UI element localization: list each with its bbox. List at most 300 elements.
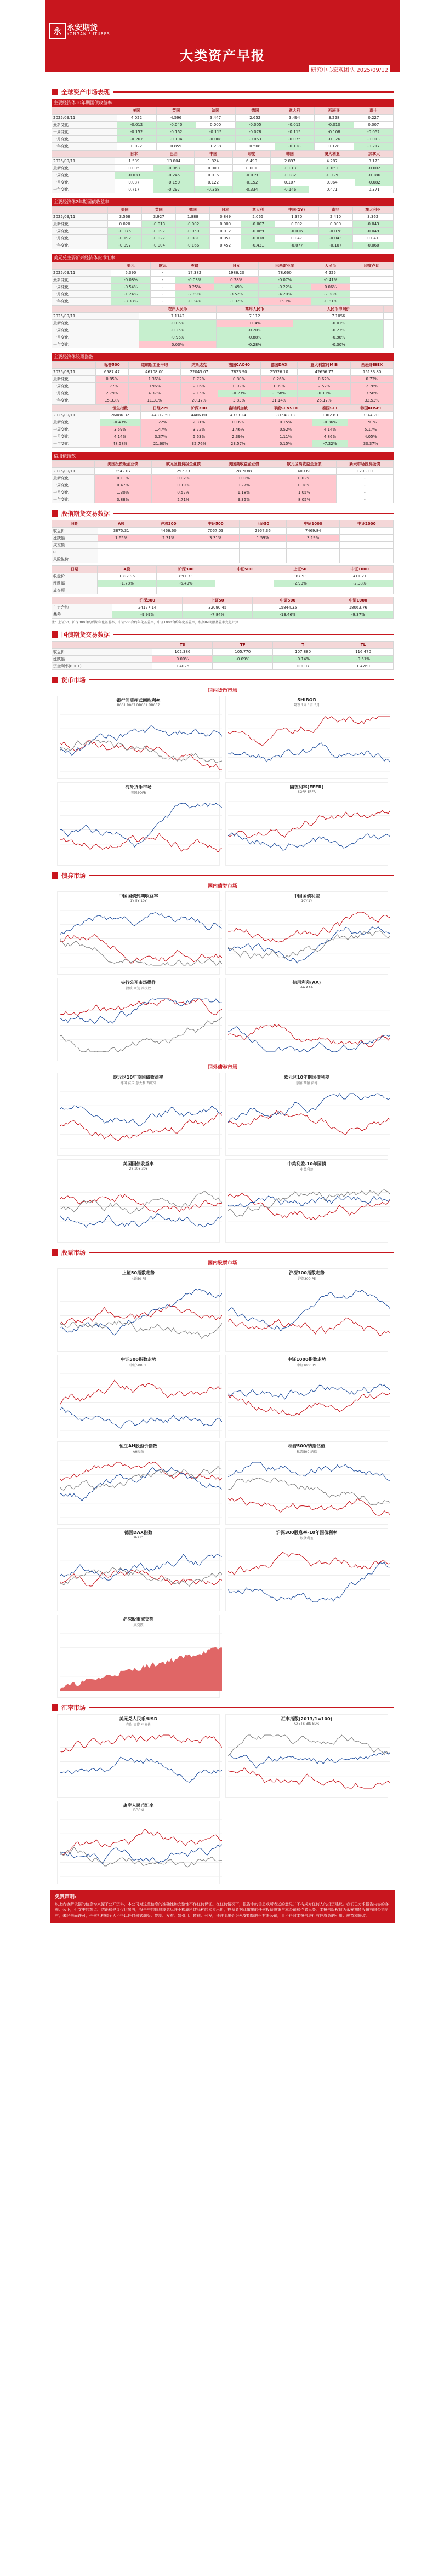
- table-header-cell: [52, 642, 152, 649]
- table-bar: 主要经济体10年期国债收益率: [52, 99, 394, 107]
- table-header-cell: 欧元区高收益企业债: [272, 461, 336, 468]
- row-label: 一周变化: [52, 129, 117, 136]
- table-cell: 5.390: [111, 270, 150, 277]
- table-cell: 0.064: [309, 179, 355, 186]
- table-header-cell: 上证50: [274, 566, 326, 573]
- row-label: 一月变化: [52, 334, 139, 341]
- row-label: 一月变化: [52, 390, 96, 397]
- table-header-cell: 中证2000: [340, 520, 394, 528]
- table-cell: [340, 556, 394, 563]
- table-row: [52, 573, 394, 580]
- table-cell: [157, 587, 215, 594]
- table-cell: [350, 291, 394, 298]
- chart-sse50: [57, 1268, 220, 1352]
- row-label: 一年变化: [52, 341, 139, 348]
- table-cell: -0.81%: [311, 298, 350, 305]
- chart-legend: 标普500 纳指: [296, 1450, 317, 1454]
- table-cell: 0.00%: [152, 656, 213, 663]
- table-row: [52, 298, 394, 305]
- table-row: [52, 376, 394, 383]
- chart-title: 银行间质押式回购利率: [116, 698, 161, 703]
- chart-title: 标普500/纳指估值: [288, 1444, 326, 1449]
- table-cell: -0.081: [176, 235, 210, 242]
- table-row: [52, 496, 394, 503]
- table-cell: -0.077: [275, 242, 318, 249]
- table-row: [52, 214, 394, 221]
- treasury-table: [52, 641, 394, 670]
- stock-index-table: [52, 361, 394, 404]
- table-cell: -0.052: [354, 129, 393, 136]
- table-cell: 3542.07: [94, 468, 151, 475]
- table-cell: -4.20%: [259, 291, 311, 298]
- disclaimer-title: 免责声明:: [55, 1894, 77, 1900]
- table-cell: 1.238: [196, 143, 235, 150]
- table-header-cell: 美国: [108, 207, 142, 214]
- series-line: [60, 740, 222, 763]
- table-cell: -: [150, 298, 175, 305]
- table-cell: [286, 556, 340, 563]
- chart-legend: AH溢价: [133, 1450, 144, 1454]
- table-cell: -7.84%: [183, 611, 253, 619]
- row-label: 一月变化: [52, 179, 115, 186]
- chart-ah-premium: [57, 1441, 220, 1525]
- table-cell: 0.001: [232, 165, 271, 172]
- fx-table: [52, 262, 394, 305]
- table-cell: 387.93: [274, 573, 326, 580]
- row-label: 资金利率(R001): [52, 663, 152, 670]
- table-header-cell: 巴西: [153, 151, 194, 158]
- table-header-cell: T: [273, 642, 333, 649]
- table-cell: 1.589: [115, 158, 153, 165]
- chart-eu-yield: [57, 1073, 220, 1156]
- table-cell: -0.043: [318, 235, 352, 242]
- chart-legend: USDCNH: [131, 1808, 146, 1812]
- table-row: [52, 284, 394, 291]
- table-cell: 0.52%: [259, 426, 312, 433]
- report-title: 大类资产早报: [180, 48, 265, 64]
- chart-legend: 意德 西德 法德: [295, 1081, 318, 1085]
- table-header-cell: 印度卢比: [350, 262, 394, 270]
- table-cell: -1.32%: [214, 298, 259, 305]
- chart-legend: 上证50 PE: [130, 1277, 146, 1281]
- table-cell: [98, 542, 145, 549]
- table-header-cell: 沪深300: [181, 405, 217, 412]
- table-header-cell: 德国: [235, 107, 275, 115]
- table-cell: 0.016: [194, 172, 232, 179]
- table-row: [52, 313, 394, 320]
- table-cell: -: [150, 277, 175, 284]
- table-header-cell: 上证50: [239, 520, 286, 528]
- series-area: [60, 1647, 222, 1691]
- row-label: 风险溢价: [52, 556, 98, 563]
- table-cell: -3.33%: [111, 298, 150, 305]
- chart-title: 海外货币市场: [125, 785, 152, 789]
- table-header-cell: 美国: [117, 107, 156, 115]
- series-line: [60, 1845, 222, 1864]
- table-header-cell: 中证500: [215, 566, 274, 573]
- table-header-cell: 英镑: [175, 262, 214, 270]
- table-cell: 32090.45: [183, 604, 253, 611]
- table-cell: -0.146: [271, 186, 309, 193]
- table-cell: -0.334: [232, 186, 271, 193]
- logo-en: YONGAN FUTURES: [67, 32, 110, 36]
- table-cell: 3.927: [142, 214, 176, 221]
- chart-eu-spread: [225, 1073, 388, 1156]
- table-cell: -0.013: [142, 221, 176, 228]
- table-cell: 1.77%: [95, 383, 128, 390]
- table-cell: 897.33: [157, 573, 215, 580]
- table-cell: 3.228: [314, 115, 354, 122]
- section-global-assets: [52, 88, 394, 503]
- table-cell: 2.31%: [145, 535, 192, 542]
- table-header-cell: 韩国KOSPI: [348, 405, 394, 412]
- table-cell: -0.54%: [111, 284, 150, 291]
- table-cell: 4466.60: [145, 528, 192, 535]
- table-cell: 0.000: [196, 122, 235, 129]
- table-cell: 18063.76: [323, 604, 393, 611]
- table-header-cell: 泰国SET: [312, 405, 348, 412]
- table-cell: -0.08%: [111, 277, 150, 284]
- table-cell: 0.002: [275, 221, 318, 228]
- series-line: [60, 1017, 222, 1052]
- table-header-cell: 法国CAC40: [218, 362, 260, 369]
- table-cell: 0.57%: [151, 489, 215, 496]
- table-cell: -0.30%: [293, 341, 384, 348]
- table-cell: -0.012: [275, 122, 314, 129]
- table-cell: 7057.03: [192, 528, 239, 535]
- chart-plot: [60, 1373, 222, 1431]
- table-row: [52, 165, 394, 172]
- table-cell: [350, 277, 394, 284]
- table-cell: 1.18%: [215, 489, 272, 496]
- credit-table: [52, 460, 394, 503]
- table-cell: 26086.32: [100, 412, 140, 419]
- table-header-cell: 西班牙IBEX: [351, 362, 394, 369]
- table-row: [52, 556, 394, 563]
- table-header-cell: 美国高收益企业债: [215, 461, 272, 468]
- table-row: [52, 475, 394, 482]
- table-cell: [192, 549, 239, 556]
- table-row: [52, 611, 394, 619]
- table-cell: 1.4760: [333, 663, 394, 670]
- table-header-cell: 日本: [115, 151, 153, 158]
- subsection-title: 国内债券市场: [207, 884, 237, 889]
- table-cell: 3.58%: [351, 390, 394, 397]
- table-cell: -0.297: [153, 186, 194, 193]
- chart-usdcnh: [57, 1801, 220, 1884]
- chart-plot: [60, 801, 222, 858]
- table-cell: -1.49%: [214, 284, 259, 291]
- table-cell: -0.20%: [216, 327, 293, 334]
- table-cell: [384, 327, 394, 334]
- table-row: [52, 482, 394, 489]
- section-bond-market: [52, 871, 394, 1243]
- series-line: [228, 1752, 390, 1768]
- table-cell: -0.36%: [312, 419, 348, 426]
- chart-grid: [57, 1268, 388, 1698]
- table-row: [52, 327, 394, 334]
- chart-plot: [60, 1819, 222, 1877]
- series-line: [228, 1024, 390, 1047]
- series-line: [228, 717, 390, 746]
- table-cell: -: [336, 496, 393, 503]
- table-cell: -0.51%: [333, 656, 394, 663]
- divider: [89, 679, 394, 680]
- table-row: [52, 334, 394, 341]
- chart-title: SHIBOR: [297, 697, 316, 702]
- table-cell: -0.097: [108, 242, 142, 249]
- row-label: 一周变化: [52, 327, 139, 334]
- row-label: 最新变化: [52, 475, 95, 482]
- table-cell: 0.73%: [351, 376, 394, 383]
- table-cell: 0.02%: [272, 475, 336, 482]
- table-cell: -0.358: [194, 186, 232, 193]
- chart-csi500: [57, 1355, 220, 1438]
- table-cell: -0.88%: [216, 334, 293, 341]
- table-header-cell: 英国: [156, 107, 196, 115]
- table-cell: 5.63%: [181, 433, 217, 440]
- section-marker-icon: [52, 1249, 58, 1256]
- chart-legend: 德国 法国 意大利 西班牙: [120, 1081, 157, 1085]
- table-header-cell: 恒生指数: [100, 405, 140, 412]
- row-label: PE: [52, 549, 98, 556]
- row-label: 一月变化: [52, 235, 108, 242]
- table-cell: 3.88%: [94, 496, 151, 503]
- table-cell: 0.72%: [180, 376, 218, 383]
- table-cell: 0.02%: [151, 475, 215, 482]
- chart-plot: [60, 1287, 222, 1344]
- table-row: [52, 115, 394, 122]
- table-cell: 0.051: [210, 235, 241, 242]
- chart-title: 中证500指数走势: [121, 1357, 156, 1362]
- table-cell: 3.362: [352, 214, 393, 221]
- row-label: 一周变化: [52, 426, 100, 433]
- table-cell: 0.000: [318, 221, 352, 228]
- table-cell: 1.370: [275, 214, 318, 221]
- table-cell: -1.78%: [97, 580, 156, 587]
- table-row: [52, 383, 394, 390]
- series-line: [60, 1570, 222, 1586]
- table-cell: 1.888: [176, 214, 210, 221]
- table-cell: 0.80%: [218, 376, 260, 383]
- chart-plot: [228, 1287, 390, 1344]
- chart-title: 上证50指数走势: [122, 1270, 155, 1275]
- table-header-cell: 日经225: [140, 405, 181, 412]
- table-cell: -0.09%: [213, 656, 273, 663]
- chart-plot: [60, 1547, 222, 1604]
- table-bar: 信用债指数: [52, 452, 394, 460]
- table-cell: 8.05%: [272, 496, 336, 503]
- chart-us-valuation: [225, 1441, 388, 1525]
- table-cell: 4.14%: [100, 433, 140, 440]
- table-cell: -6.49%: [157, 580, 215, 587]
- series-line: [228, 1290, 390, 1331]
- row-label: 涨跌幅: [52, 580, 98, 587]
- table-cell: 0.26%: [260, 376, 298, 383]
- chart-legend: 2Y 10Y 30Y: [129, 1167, 148, 1171]
- table-cell: [97, 587, 156, 594]
- table-header-cell: 沪深300: [145, 520, 192, 528]
- table-row: [52, 179, 394, 186]
- row-label: 一周变化: [52, 482, 95, 489]
- table-header-cell: [52, 262, 111, 270]
- row-label: 2025/09/11: [52, 313, 139, 320]
- row-label: 一年变化: [52, 298, 111, 305]
- table-cell: -0.040: [156, 122, 196, 129]
- table-cell: 1.47%: [140, 426, 181, 433]
- table-cell: 2.652: [235, 115, 275, 122]
- series-line: [60, 1304, 222, 1325]
- table-cell: [215, 580, 274, 587]
- row-label: 一年变化: [52, 496, 95, 503]
- bond-yield-table-2: [52, 150, 394, 193]
- series-line: [60, 1380, 222, 1405]
- table-header-cell: 美元: [111, 262, 150, 270]
- table-cell: [215, 587, 274, 594]
- table-cell: 3.83%: [218, 397, 260, 404]
- table-cell: -0.03%: [175, 277, 214, 284]
- table-cell: -0.063: [235, 136, 275, 143]
- row-label: 收盘价: [52, 573, 98, 580]
- section-index-futures: [52, 509, 394, 625]
- series-line: [228, 1393, 390, 1416]
- chart-legend: SOFR EFFR: [298, 790, 316, 794]
- table-header-cell: 中证1000: [326, 566, 394, 573]
- table-cell: 3.447: [196, 115, 235, 122]
- section-stock-market: [52, 1248, 394, 1698]
- row-label: 成交额: [52, 542, 98, 549]
- divider: [113, 634, 394, 635]
- table-cell: -0.25%: [139, 327, 217, 334]
- chart-title: 沪深300股息率-10年国债利率: [276, 1530, 338, 1535]
- table-cell: 44372.50: [140, 412, 181, 419]
- table-cell: -0.018: [241, 235, 275, 242]
- chart-equity-bond-spread: [225, 1528, 388, 1611]
- series-line: [60, 726, 222, 756]
- table-cell: -0.192: [108, 235, 142, 242]
- logo-name: 永安期货: [67, 24, 98, 32]
- chart-title: 欧元区10年期国债利差: [283, 1075, 330, 1080]
- series-line: [228, 1027, 390, 1052]
- table-row: [52, 221, 394, 228]
- table-cell: [350, 298, 394, 305]
- table-header-cell: 上证50: [183, 597, 253, 604]
- table-cell: -0.075: [108, 228, 142, 235]
- chart-title: 美元兑人民币/USD: [119, 1716, 158, 1721]
- chart-title: 央行公开市场操作: [121, 980, 156, 985]
- table-header-cell: TF: [213, 642, 273, 649]
- chart-legend: 成交额: [133, 1623, 144, 1627]
- table-cell: -0.082: [271, 172, 309, 179]
- table-cell: 0.452: [210, 242, 241, 249]
- series-line: [60, 803, 222, 847]
- table-cell: 0.128: [314, 143, 354, 150]
- table-cell: -0.22%: [259, 284, 311, 291]
- section-fx-market: [52, 1703, 394, 1884]
- chart-plot: [60, 910, 222, 968]
- table-cell: 15.33%: [95, 397, 128, 404]
- table-row: [52, 604, 394, 611]
- table-cell: [384, 334, 394, 341]
- table-cell: [145, 542, 192, 549]
- table-header-cell: 巴西雷亚尔: [259, 262, 311, 270]
- chart-title: 中国国债到期收益率: [118, 894, 158, 898]
- chart-title: 隔夜利率(EFFR): [289, 785, 324, 789]
- row-label: 成交额: [52, 587, 98, 594]
- table-cell: [384, 313, 394, 320]
- row-label: 收盘价: [52, 649, 152, 656]
- table-cell: 0.09%: [215, 475, 272, 482]
- table-cell: -0.013: [354, 136, 393, 143]
- table-row: [52, 397, 394, 404]
- table-cell: 2.79%: [95, 390, 128, 397]
- report-header: [45, 0, 400, 72]
- table-row: [52, 489, 394, 496]
- table-cell: [340, 528, 394, 535]
- subsection-title: 国外债券市场: [207, 1065, 237, 1071]
- table-header-cell: 印度SENSEX: [259, 405, 312, 412]
- table-cell: -0.162: [156, 129, 196, 136]
- chart-legend: R001 R007 DR001 DR007: [117, 703, 160, 707]
- table-cell: 0.28%: [214, 277, 259, 284]
- section-marker-icon: [52, 1704, 58, 1711]
- section-marker-icon: [52, 89, 58, 95]
- chart-plot: [60, 1633, 222, 1691]
- table-cell: 411.21: [326, 573, 394, 580]
- table-cell: 1.4026: [152, 663, 213, 670]
- table-cell: 0.000: [210, 221, 241, 228]
- table-row: [52, 136, 394, 143]
- chart-plot: [60, 1091, 222, 1149]
- table-cell: -: [150, 284, 175, 291]
- table-header-cell: [52, 151, 115, 158]
- report-subtitle: 研究中心宏观团队 2025/09/12: [309, 65, 390, 74]
- table-cell: -0.078: [235, 129, 275, 136]
- table-row: [52, 341, 394, 348]
- table-cell: 3.494: [275, 115, 314, 122]
- row-label: 2025/09/11: [52, 270, 111, 277]
- table-cell: 0.96%: [128, 383, 180, 390]
- table-cell: 11.31%: [128, 397, 180, 404]
- table-header-cell: 德国DAX: [260, 362, 298, 369]
- chart-legend: DAX PE: [132, 1536, 145, 1539]
- row-label: 一月变化: [52, 489, 95, 496]
- table-cell: -0.07%: [259, 277, 311, 284]
- table-cell: [145, 556, 192, 563]
- table-cell: [98, 556, 145, 563]
- chart-csi1000: [225, 1355, 388, 1438]
- fx-table-2: [52, 305, 394, 348]
- series-line: [228, 1384, 390, 1399]
- row-label: 2025/09/11: [52, 369, 96, 376]
- table-header-cell: 日期: [52, 566, 98, 573]
- table-cell: -0.050: [176, 228, 210, 235]
- chart-usdcny: [57, 1714, 220, 1798]
- chart-us-yield: [57, 1159, 220, 1243]
- bond-yield-table: [52, 107, 394, 150]
- table-cell: 3.31%: [192, 535, 239, 542]
- table-cell: [350, 270, 394, 277]
- table-cell: -9.99%: [112, 611, 183, 619]
- table-cell: 7.1142: [139, 313, 217, 320]
- table-cell: -2.38%: [326, 580, 394, 587]
- table-cell: -0.051: [309, 165, 355, 172]
- table-cell: -0.043: [352, 221, 393, 228]
- table-cell: -0.010: [314, 122, 354, 129]
- chart-title: 沪深股市成交额: [123, 1617, 154, 1622]
- table-cell: -0.126: [314, 136, 354, 143]
- table-cell: -0.28%: [216, 341, 293, 348]
